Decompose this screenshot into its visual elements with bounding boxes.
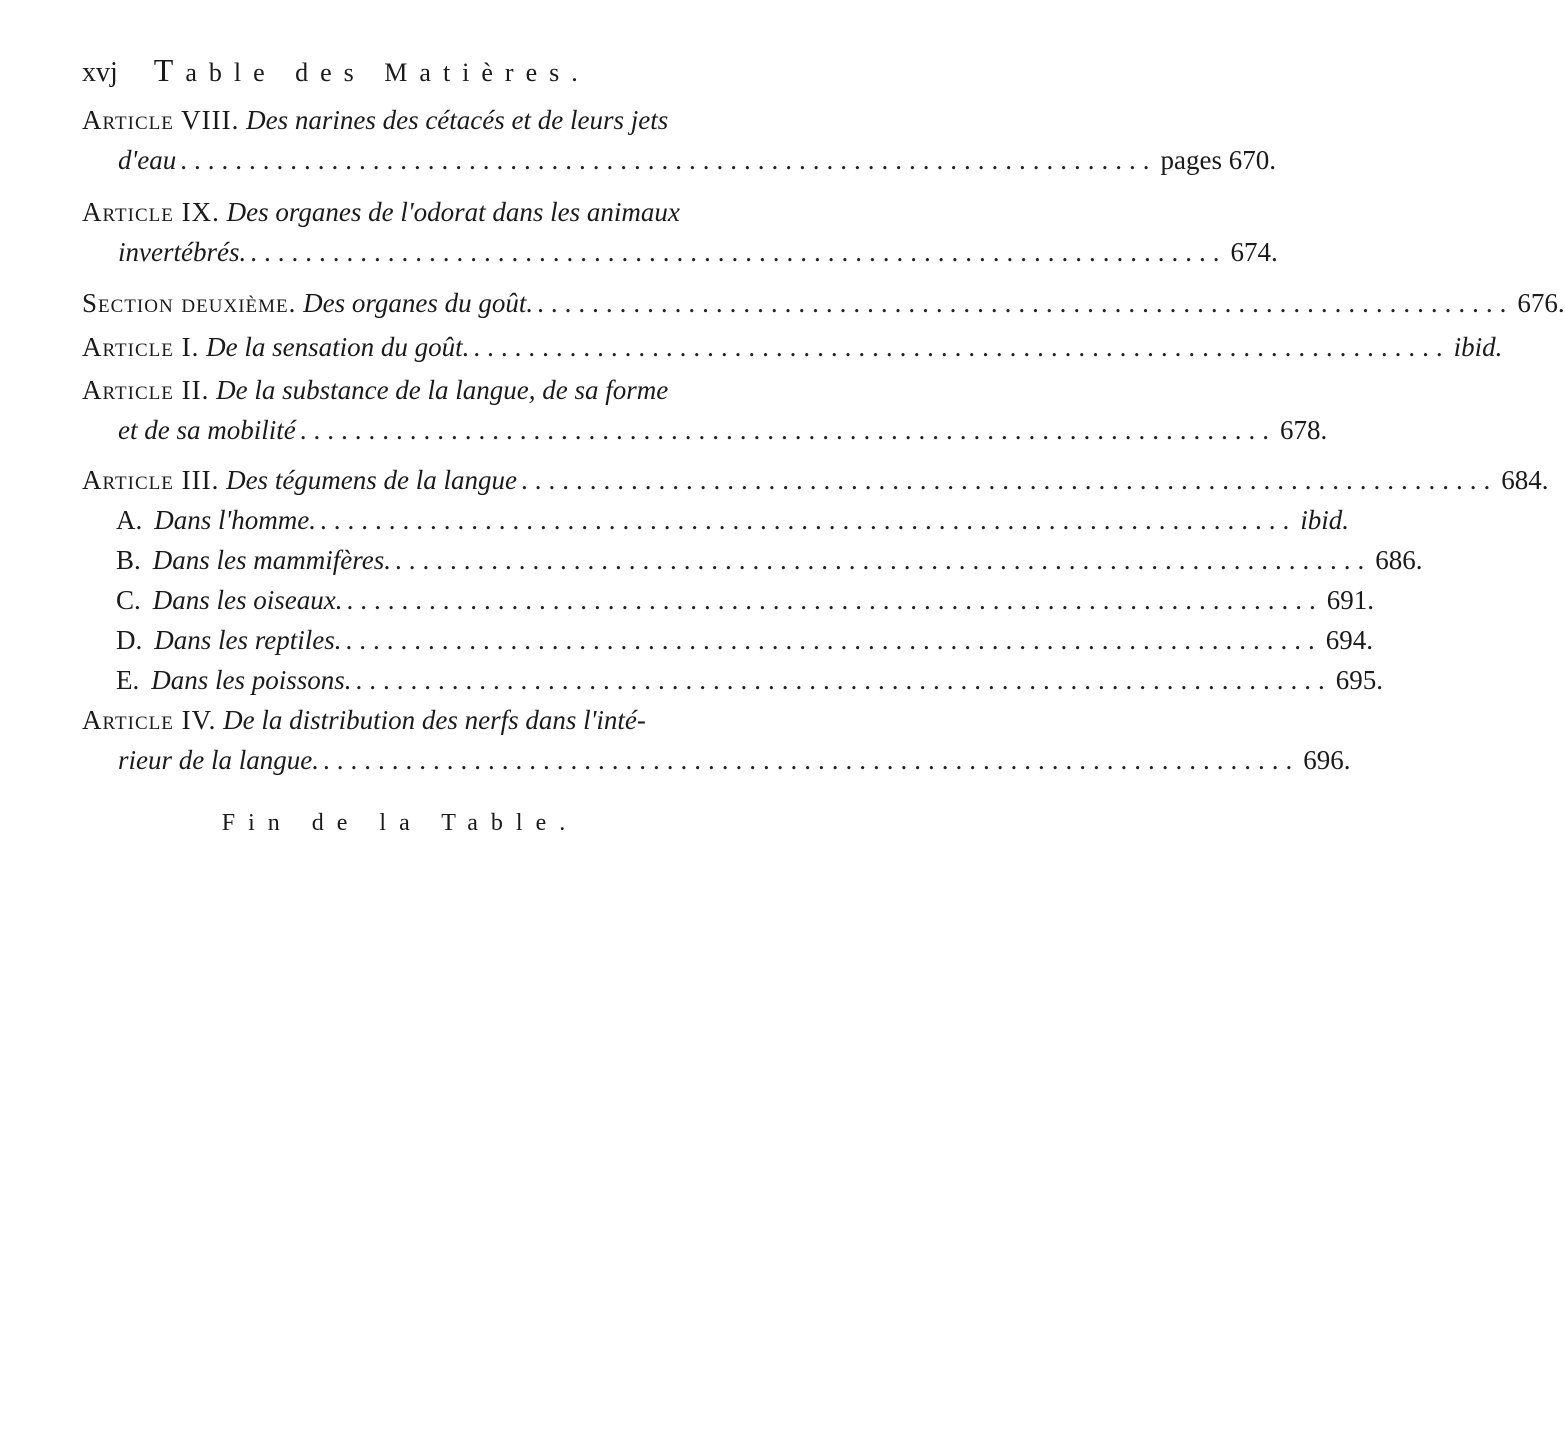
dot-leader: ....................................................................... [346, 585, 1323, 615]
subentry-letter: C. [116, 585, 141, 615]
page-title: Table des Matières. [153, 52, 590, 88]
subentry-letter: E. [116, 665, 140, 695]
toc-entry-article-ix [82, 192, 1278, 272]
toc-entry-article-i [82, 327, 1503, 367]
toc-subentry-b [82, 540, 1423, 580]
entry-title: Dans les mammifères. [152, 545, 391, 575]
entry-title: De la distribution des nerfs dans l'inté- [223, 705, 646, 735]
entry-label: Article I. [82, 332, 200, 362]
entry-label: Article III. [82, 465, 220, 495]
toc-entry-article-iv [82, 700, 1351, 780]
entry-title: Dans l'homme. [154, 505, 317, 535]
entry-title-cont: invertébrés. [118, 237, 247, 267]
dot-leader: ....................................................................... [395, 545, 1372, 575]
dot-leader: ....................................................................... [473, 332, 1450, 362]
page-header [82, 50, 702, 93]
toc-entry-article-ii [82, 370, 1328, 450]
entry-page: 694. [1325, 625, 1373, 655]
entry-page: 695. [1335, 665, 1384, 695]
dot-leader: ....................................................................... [299, 415, 1276, 445]
dot-leader: ....................................................................... [355, 665, 1332, 695]
dot-leader: ....................................................................... [537, 288, 1514, 318]
entry-page: ibid. [1300, 505, 1350, 535]
entry-title: Dans les oiseaux. [152, 585, 343, 615]
subentry-letter: B. [116, 545, 141, 575]
entry-title-cont: d'eau [118, 145, 177, 175]
entry-page: 676. [1517, 288, 1565, 318]
entry-label: Article VIII. [82, 105, 240, 135]
entry-title: Dans les reptiles. [154, 625, 342, 655]
entry-label: Article II. [82, 375, 210, 405]
toc-entry-article-viii [82, 100, 1276, 180]
dot-leader: ....................................................................... [320, 505, 1297, 535]
entry-title: De la substance de la langue, de sa forme [216, 375, 669, 405]
entry-page: 691. [1326, 585, 1374, 615]
dot-leader: ....................................................................... [322, 745, 1300, 775]
entry-page: ibid. [1453, 332, 1503, 362]
entry-page: 686. [1375, 545, 1423, 575]
entry-page: 674. [1230, 237, 1278, 267]
dot-leader: ....................................................................... [345, 625, 1322, 655]
entry-page: 696. [1303, 745, 1351, 775]
end-of-table-label: Fin de la Table. [221, 810, 579, 836]
toc-entry-article-iii [82, 460, 1549, 700]
subentry-letter: A. [116, 505, 143, 535]
entry-page: 684. [1501, 465, 1549, 495]
entry-title: Dans les poissons. [151, 665, 352, 695]
entry-page: pages 670. [1160, 145, 1276, 175]
subentry-letter: D. [116, 625, 143, 655]
entry-label: Section deuxième. [82, 288, 297, 318]
entry-title: Des organes du goût. [303, 288, 534, 318]
toc-subentry-e [82, 660, 1384, 700]
entry-page: 678. [1279, 415, 1328, 445]
toc-entry-section-deuxieme [82, 283, 1565, 323]
toc-subentry-d [82, 620, 1373, 660]
dot-leader: ....................................................................... [250, 237, 1227, 267]
entry-label: Article IX. [82, 197, 220, 227]
entry-title: Des organes de l'odorat dans les animaux [226, 197, 680, 227]
entry-title: Des tégumens de la langue [226, 465, 518, 495]
dot-leader: ....................................................................... [180, 145, 1157, 175]
page-number: xvj [82, 57, 118, 88]
entry-label: Article IV. [82, 705, 217, 735]
toc-subentry-a [82, 500, 1350, 540]
entry-title-cont: et de sa mobilité [118, 415, 296, 445]
entry-title-cont: rieur de la langue. [118, 745, 319, 775]
entry-title: Des narines des cétacés et de leurs jets [246, 105, 669, 135]
toc-subentry-c [82, 580, 1374, 620]
entry-title: De la sensation du goût. [206, 332, 470, 362]
dot-leader: ....................................................................... [521, 465, 1498, 495]
